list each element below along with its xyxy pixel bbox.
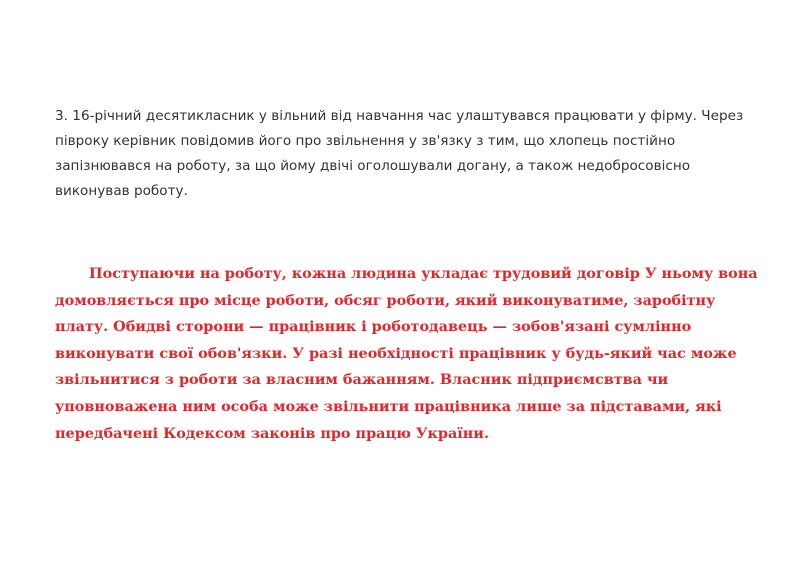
task-paragraph: 3. 16-річний десятикласник у вільний від навчання час улаштувався працювати у фірму. Через півроку керівник повідомив його про звільнення у зв'язку з тим, що хлопець постійно запізнювався на роботу, за що йому двічі оголошували догану, а також недобросовісно виконував роботу. [55,108,744,199]
rule-paragraph: Поступаючи на роботу, кожна людина укладає трудовий договір У ньому вона домовляється про місце роботи, обсяг роботи, який виконуватиме, заробітну плату. Обидві сторони — працівник і роботодавець — зобов'язані сумлінно виконувати свої обов'язки. У разі необхідності працівник у будь-який час може звільнитися з роботи за власним бажанням. Власник підприємсвтва чи уповноважена ним особа може звільнити працівника лише за підставами, які передбачені Кодексом законів про працю України. [55,265,758,442]
